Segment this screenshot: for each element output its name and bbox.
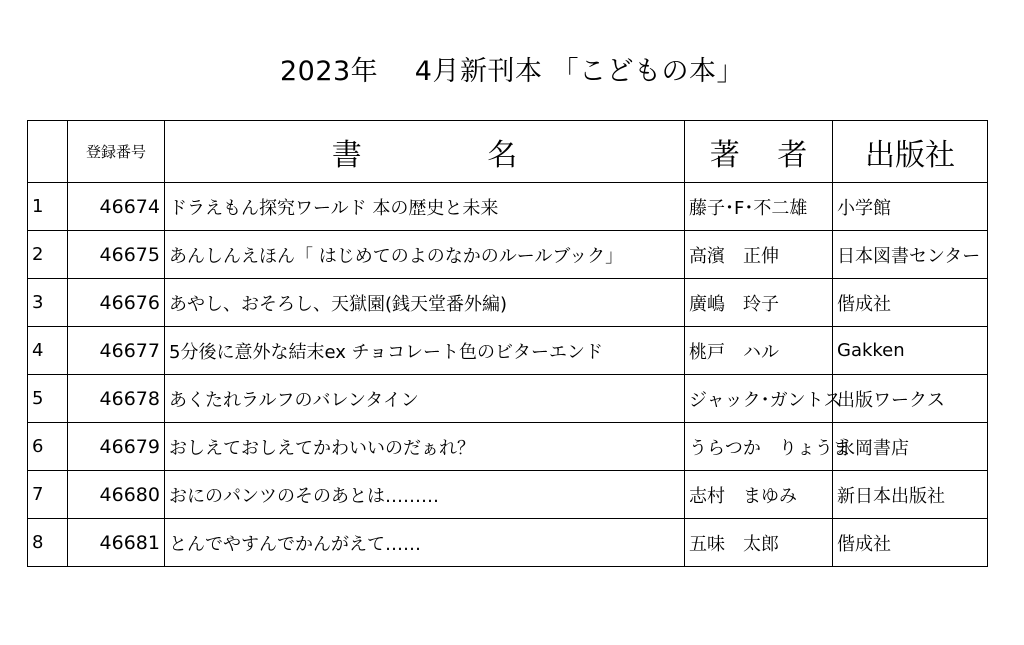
book-author: 五味 太郎 bbox=[685, 519, 833, 567]
table-row bbox=[28, 423, 988, 471]
book-publisher: 日本図書センター bbox=[833, 231, 988, 279]
row-number: 2 bbox=[28, 231, 68, 279]
registration-number: 46681 bbox=[68, 519, 165, 567]
row-number: 4 bbox=[28, 327, 68, 375]
book-publisher: 偕成社 bbox=[833, 519, 988, 567]
book-title: あくたれラルフのバレンタイン bbox=[165, 375, 685, 423]
book-publisher: 小学館 bbox=[833, 183, 988, 231]
row-number: 8 bbox=[28, 519, 68, 567]
row-number: 6 bbox=[28, 423, 68, 471]
header-registration-number: 登録番号 bbox=[68, 121, 165, 183]
book-publisher: 新日本出版社 bbox=[833, 471, 988, 519]
book-publisher: 偕成社 bbox=[833, 279, 988, 327]
registration-number: 46680 bbox=[68, 471, 165, 519]
book-title: あんしんえほん「 はじめてのよのなかのルールブック」 bbox=[165, 231, 685, 279]
book-author: 志村 まゆみ bbox=[685, 471, 833, 519]
table-row bbox=[28, 375, 988, 423]
header-publisher: 出版社 bbox=[833, 121, 988, 183]
row-number: 5 bbox=[28, 375, 68, 423]
new-books-table bbox=[27, 120, 988, 567]
book-title: おにのパンツのそのあとは……… bbox=[165, 471, 685, 519]
registration-number: 46677 bbox=[68, 327, 165, 375]
book-title: あやし、おそろし、天獄園(銭天堂番外編) bbox=[165, 279, 685, 327]
row-number: 7 bbox=[28, 471, 68, 519]
table-row bbox=[28, 327, 988, 375]
header-number bbox=[28, 121, 68, 183]
book-author: 高濱 正伸 bbox=[685, 231, 833, 279]
header-author: 著 者 bbox=[685, 121, 833, 183]
registration-number: 46675 bbox=[68, 231, 165, 279]
book-author: 廣嶋 玲子 bbox=[685, 279, 833, 327]
page-title: 2023年 4月新刊本 「こどもの本」 bbox=[279, 56, 745, 87]
book-title: とんでやすんでかんがえて…… bbox=[165, 519, 685, 567]
table-row bbox=[28, 471, 988, 519]
table-row bbox=[28, 519, 988, 567]
book-author: うらつか りょうま bbox=[685, 423, 833, 471]
book-author: 桃戸 ハル bbox=[685, 327, 833, 375]
table-body bbox=[28, 183, 988, 567]
book-title: 5分後に意外な結末ex チョコレート色のビターエンド bbox=[165, 327, 685, 375]
table-row bbox=[28, 279, 988, 327]
table-row bbox=[28, 231, 988, 279]
row-number: 3 bbox=[28, 279, 68, 327]
header-book-title: 書 名 bbox=[165, 121, 685, 183]
book-title: おしえておしえてかわいいのだぁれ？ bbox=[165, 423, 685, 471]
table-row bbox=[28, 183, 988, 231]
book-publisher: Gakken bbox=[833, 327, 988, 375]
book-author: ジャック･ガントス bbox=[685, 375, 833, 423]
book-author: 藤子･F･不二雄 bbox=[685, 183, 833, 231]
book-publisher: 出版ワークス bbox=[833, 375, 988, 423]
row-number: 1 bbox=[28, 183, 68, 231]
registration-number: 46679 bbox=[68, 423, 165, 471]
registration-number: 46676 bbox=[68, 279, 165, 327]
header-row bbox=[28, 121, 988, 183]
book-title: ドラえもん探究ワールド 本の歴史と未来 bbox=[165, 183, 685, 231]
registration-number: 46674 bbox=[68, 183, 165, 231]
registration-number: 46678 bbox=[68, 375, 165, 423]
table-header bbox=[28, 121, 988, 183]
book-publisher: 永岡書店 bbox=[833, 423, 988, 471]
